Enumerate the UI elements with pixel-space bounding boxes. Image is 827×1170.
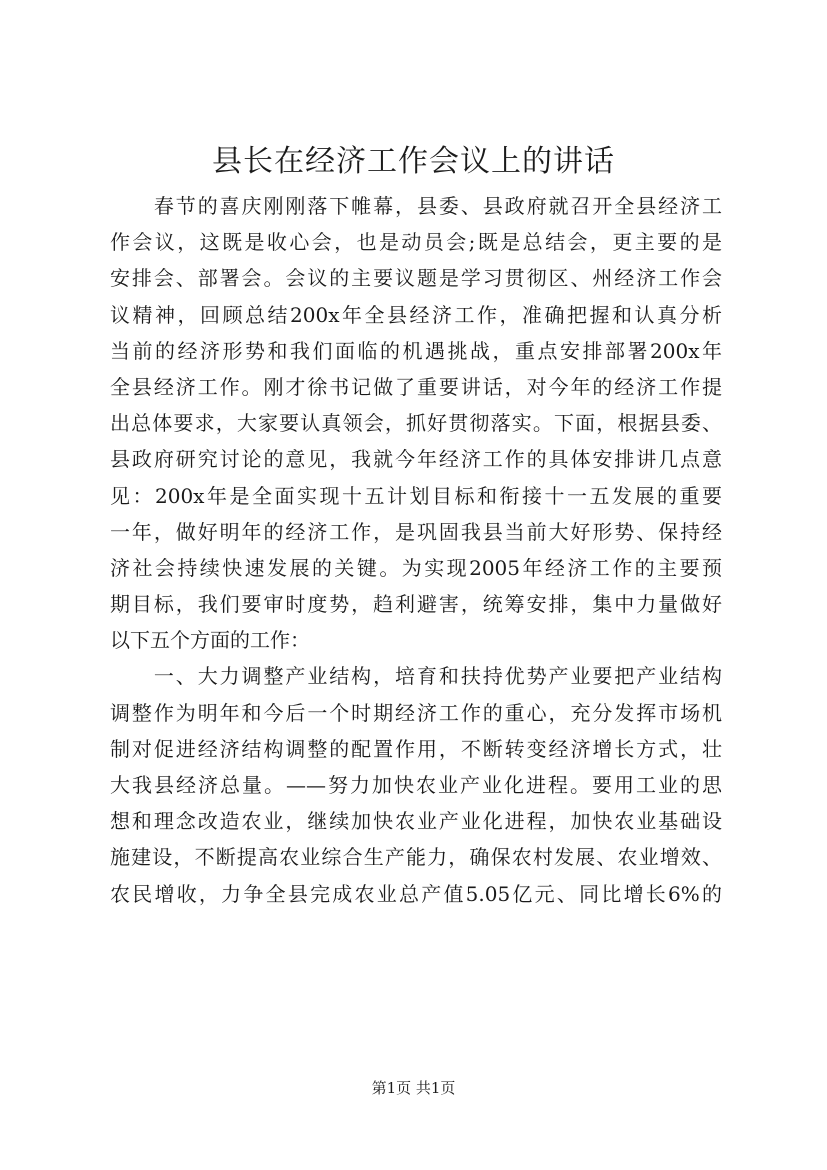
body-line: 制对促进经济结构调整的配置作用，不断转变经济增长方式，壮 <box>110 736 722 761</box>
body-line: 全县经济工作。刚才徐书记做了重要讲话，对今年的经济工作提 <box>110 374 722 399</box>
body-line: 期目标，我们要审时度势，趋利避害，统筹安排，集中力量做好 <box>110 592 722 617</box>
body-line: 大我县经济总量。——努力加快农业产业化进程。要用工业的思 <box>110 773 722 797</box>
body-line: 济社会持续快速发展的关键。为实现2005年经济工作的主要预 <box>110 555 722 580</box>
body-line: 春节的喜庆刚刚落下帷幕，县委、县政府就召开全县经济工 <box>110 194 722 218</box>
body-line: 一、大力调整产业结构，培育和扶持优势产业要把产业结构 <box>110 664 722 689</box>
body-line: 出总体要求，大家要认真领会，抓好贯彻落实。下面，根据县委、 <box>110 411 722 436</box>
body-line: 安排会、部署会。会议的主要议题是学习贯彻区、州经济工作会 <box>110 266 722 291</box>
body-line: 见：200x年是全面实现十五计划目标和衔接十一五发展的重要 <box>110 483 722 508</box>
body-line: 县政府研究讨论的意见，我就今年经济工作的具体安排讲几点意 <box>110 447 722 472</box>
body-line: 作会议，这既是收心会，也是动员会;既是总结会，更主要的是 <box>110 230 722 255</box>
body-line: 调整作为明年和今后一个时期经济工作的重心，充分发挥市场机 <box>110 700 722 725</box>
body-line: 以下五个方面的工作： <box>110 628 310 653</box>
page-footer: 第1页 共1页 <box>371 1079 456 1097</box>
body-line: 议精神，回顾总结200x年全县经济工作，准确把握和认真分析 <box>110 302 722 327</box>
body-line: 农民增收，力争全县完成农业总产值5.05亿元、同比增长6%的 <box>110 881 722 906</box>
body-line: 一年，做好明年的经济工作，是巩固我县当前大好形势、保持经 <box>110 519 722 544</box>
body-line: 当前的经济形势和我们面临的机遇挑战，重点安排部署200x年 <box>110 338 722 363</box>
body-line: 施建设，不断提高农业综合生产能力，确保农村发展、农业增效、 <box>110 845 722 870</box>
document-body <box>110 188 722 912</box>
body-line: 想和理念改造农业，继续加快农业产业化进程，加快农业基础设 <box>110 809 722 834</box>
document-title: 县长在经济工作会议上的讲话 <box>212 144 615 179</box>
